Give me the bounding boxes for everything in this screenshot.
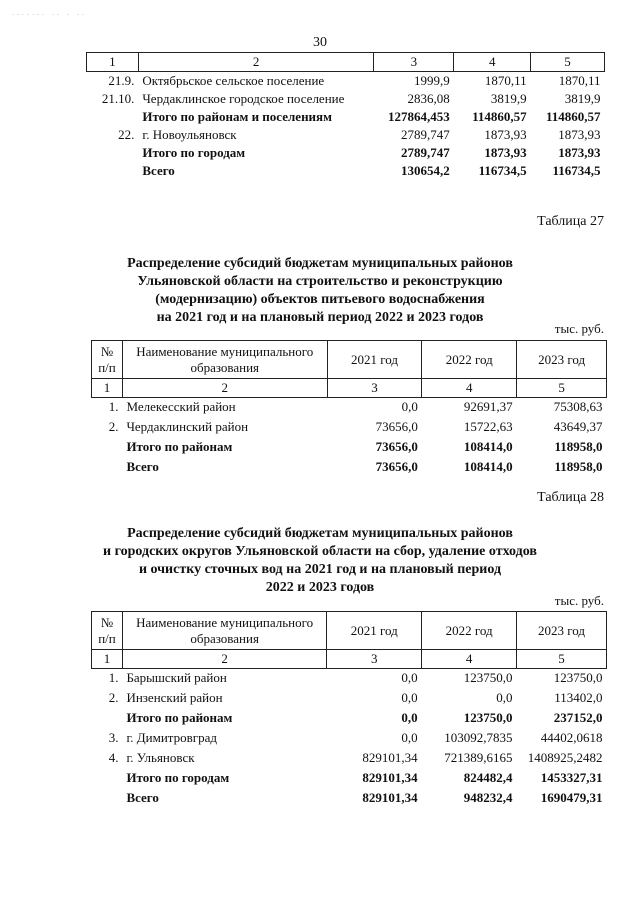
title-line: на 2021 год и на плановый период 2022 и 2023 годов [156,310,484,325]
header-2022: 2022 год [422,612,517,650]
table-row [87,126,605,144]
row-name: Инзенский район [126,689,223,705]
col-number: 5 [531,53,605,72]
row-name: г. Димитровград [126,729,218,745]
row-number [87,108,139,126]
row-number: 22. [118,127,135,142]
header-2023: 2023 год [517,341,607,379]
table-row [92,458,607,478]
row-number [87,144,139,162]
row-number: 1. [108,399,119,414]
value-2021: 2789,747 [401,127,450,142]
table-row [87,144,605,162]
value-2022: 1873,93 [484,145,527,160]
title-line: Распределение субсидий бюджетам муниципальных районов [127,256,513,271]
value-2022: 123750,0 [463,709,513,725]
table-row [92,789,607,809]
value-2022: 103092,7835 [444,729,513,745]
table-28-unit: тыс. руб. [554,593,604,608]
value-2021: 127864,453 [388,109,450,124]
value-2022: 116734,5 [478,163,527,178]
col-number: 5 [517,379,607,398]
table-28-title [0,525,640,597]
table-27-label: Таблица 27 [537,214,604,229]
value-2021: 2789,747 [401,145,450,160]
row-name: Чердаклинский район [126,418,249,434]
value-2022: 824482,4 [463,769,513,785]
table-row [92,749,607,769]
title-line: 2022 и 2023 годов [265,580,375,595]
col-number: 4 [454,53,531,72]
title-line: (модернизацию) объектов питьевого водоснабжения [155,292,485,307]
value-2023: 75308,63 [553,399,603,414]
row-number: 21.9. [108,73,135,88]
col-number: 4 [422,650,517,669]
value-2021: 2836,08 [407,91,450,106]
column-number-row [87,53,605,72]
value-2021: 0,0 [401,729,418,745]
column-number-row [92,650,607,669]
table-row [87,72,605,91]
value-2023: 1873,93 [558,127,601,142]
value-2022: 1873,93 [484,127,527,142]
row-name: Всего [126,458,159,474]
col-number: 2 [122,379,327,398]
title-line: и очистку сточных вод на 2021 год и на плановый период [138,562,502,577]
title-line: Ульяновской области на строительство и реконструкцию [137,274,503,289]
column-number-row [92,379,607,398]
value-2021: 829101,34 [362,769,418,785]
table-row [92,709,607,729]
header-row [92,341,607,379]
value-2021: 0,0 [401,399,418,414]
value-2023: 123750,0 [553,670,603,685]
value-2023: 43649,37 [553,418,603,434]
row-number [92,709,123,729]
value-2022: 0,0 [496,689,513,705]
value-2021: 73656,0 [375,438,418,454]
value-2023: 116734,5 [552,163,601,178]
row-number: 4. [108,749,119,765]
row-number [92,458,123,478]
value-2023: 118958,0 [554,438,603,454]
value-2021: 829101,34 [362,749,418,765]
header-row [92,612,607,650]
row-number: 3. [108,729,119,745]
table-row [92,729,607,749]
col-number: 2 [122,650,326,669]
value-2023: 113402,0 [554,689,603,705]
value-2023: 1873,93 [558,145,601,160]
col-number: 3 [327,650,422,669]
value-2021: 829101,34 [362,789,418,805]
row-name: Итого по районам [126,438,233,454]
value-2023: 1870,11 [558,73,601,88]
value-2021: 0,0 [401,709,418,725]
row-number [92,769,123,789]
col-number: 5 [517,650,607,669]
row-number: 2. [108,689,119,705]
row-name: Всего [142,163,175,178]
table-row [92,689,607,709]
value-2023: 118958,0 [554,458,603,474]
header-number: № п/п [92,612,123,650]
col-number: 1 [87,53,139,72]
table-27 [91,340,607,478]
header-2023: 2023 год [517,612,607,650]
value-2023: 1453327,31 [540,769,603,785]
value-2022: 721389,6165 [444,749,513,765]
row-number [92,789,123,809]
value-2021: 1999,9 [414,73,450,88]
header-name: Наименование муниципального образования [122,612,326,650]
row-name: Октябрьское сельское поселение [142,73,325,88]
value-2023: 237152,0 [553,709,603,725]
row-name: Итого по городам [126,769,230,785]
value-2021: 130654,2 [401,163,450,178]
table-28-label: Таблица 28 [537,490,604,505]
value-2022: 948232,4 [463,789,513,805]
value-2021: 73656,0 [375,458,418,474]
title-line: и городских округов Ульяновской области на сбор, удаление отходов [103,544,537,559]
header-name: Наименование муниципального образования [122,341,327,379]
table-row [92,398,607,418]
table-27-unit: тыс. руб. [554,321,604,336]
value-2021: 0,0 [401,689,418,705]
value-2023: 3819,9 [564,91,601,106]
value-2022: 1870,11 [484,73,527,88]
row-number [92,438,123,458]
header-2021: 2021 год [327,341,422,379]
table-row [87,162,605,180]
table-row [87,90,605,108]
value-2022: 92691,37 [463,399,513,414]
table-row [92,438,607,458]
value-2023: 114860,57 [545,109,601,124]
value-2022: 108414,0 [463,438,513,454]
table-26-continuation [86,52,605,180]
table-row [87,108,605,126]
value-2021: 0,0 [401,670,418,685]
header-number: № п/п [92,341,123,379]
table-row [92,418,607,438]
col-number: 1 [92,379,123,398]
col-number: 4 [422,379,517,398]
value-2023: 44402,0618 [540,729,603,745]
table-row [92,669,607,689]
page-number: 30 [313,35,327,50]
value-2022: 123750,0 [463,670,513,685]
scan-marks: ....... .. . .. [12,8,87,17]
row-number [87,162,139,180]
row-number: 2. [108,418,119,434]
value-2022: 108414,0 [463,458,513,474]
row-name: Мелекесский район [126,399,236,414]
row-number: 1. [108,670,119,685]
header-2021: 2021 год [327,612,422,650]
col-number: 2 [138,53,374,72]
table-28 [91,611,607,809]
value-2022: 114860,57 [472,109,527,124]
row-name: Итого по районам [126,709,233,725]
row-name: Чердаклинское городское поселение [142,91,345,106]
row-number: 21.10. [101,91,135,106]
value-2022: 3819,9 [490,91,527,106]
row-name: г. Новоульяновск [142,127,237,142]
value-2021: 73656,0 [375,418,418,434]
row-name: Всего [126,789,159,805]
col-number: 1 [92,650,123,669]
table-27-title [0,255,640,327]
value-2022: 15722,63 [463,418,513,434]
value-2023: 1690479,31 [540,789,603,805]
value-2023: 1408925,2482 [527,749,603,765]
col-number: 3 [327,379,422,398]
header-2022: 2022 год [422,341,517,379]
row-name: Итого по городам [142,145,246,160]
table-row [92,769,607,789]
col-number: 3 [374,53,454,72]
title-line: Распределение субсидий бюджетам муниципальных районов [127,526,513,541]
row-name: Итого по районам и поселениям [142,109,332,124]
row-name: г. Ульяновск [126,749,195,765]
row-name: Барышский район [126,670,227,685]
